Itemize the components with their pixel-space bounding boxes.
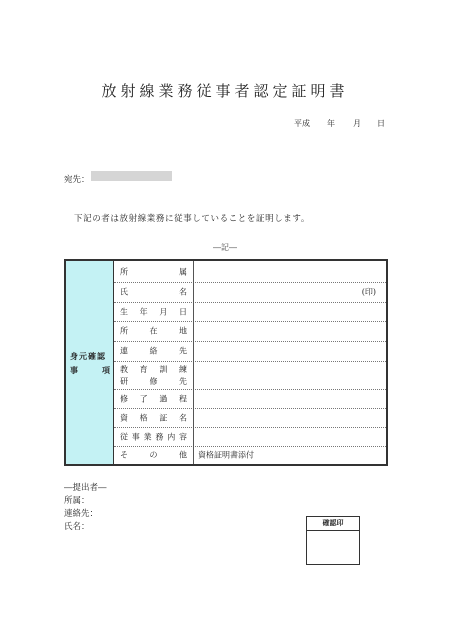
ki-marker: ―記― xyxy=(213,243,237,252)
row-contact xyxy=(114,341,386,362)
submitter-name-label: 氏名： xyxy=(64,522,90,532)
identity-form-table xyxy=(64,259,388,466)
date-day: 日 xyxy=(377,119,385,128)
label-work-content: 従 事 業 務 内 容 xyxy=(120,432,187,441)
submitter-contact-label: 連絡先： xyxy=(64,509,99,519)
label-other: そ の 他 xyxy=(120,450,187,460)
label-certificate-name: 資 格 証 名 xyxy=(120,413,187,422)
value-other[interactable]: 資格証明書添付 xyxy=(198,450,254,460)
document-title: 放射線業務従事者認定証明書 xyxy=(101,82,349,100)
submitter-heading: ―提出者― xyxy=(64,483,107,493)
row-completed-course xyxy=(114,389,386,409)
row-affiliation xyxy=(114,261,386,283)
row-training xyxy=(114,361,386,390)
row-certificate-name xyxy=(114,408,386,428)
row-other xyxy=(114,446,386,464)
label-contact: 連 絡 先 xyxy=(120,346,187,356)
row-birthdate xyxy=(114,302,386,322)
label-name: 氏 名 xyxy=(120,287,187,297)
label-completed-course: 修 了 過 程 xyxy=(120,394,187,403)
row-name xyxy=(114,282,386,303)
section-label-char-1: 事 xyxy=(70,365,78,375)
date-year: 年 xyxy=(327,119,335,128)
section-label-line1: 身元確認 xyxy=(70,351,106,361)
row-work-content xyxy=(114,427,386,447)
label-affiliation: 所 属 xyxy=(120,267,187,276)
confirmation-stamp-box xyxy=(306,516,360,565)
stamp-label: 確認印 xyxy=(307,517,359,531)
date-era: 平成 xyxy=(294,119,310,128)
identity-section-header xyxy=(66,261,114,464)
section-label-char-2: 項 xyxy=(102,365,110,375)
addressee-label: 宛先： xyxy=(64,175,90,185)
label-location: 所 在 地 xyxy=(120,326,187,336)
row-location xyxy=(114,321,386,342)
label-birthdate: 生 年 月 日 xyxy=(120,307,187,316)
addressee-redacted-field xyxy=(91,171,172,181)
submitter-affiliation-label: 所属： xyxy=(64,496,90,506)
submitter-block xyxy=(64,482,107,534)
certification-statement: 下記の者は放射線業務に従事していることを証明します。 xyxy=(74,214,310,224)
date-month: 月 xyxy=(353,119,361,128)
seal-mark: (印) xyxy=(361,287,376,297)
label-training: 教 育 訓 練 研 修 先 xyxy=(114,361,194,389)
